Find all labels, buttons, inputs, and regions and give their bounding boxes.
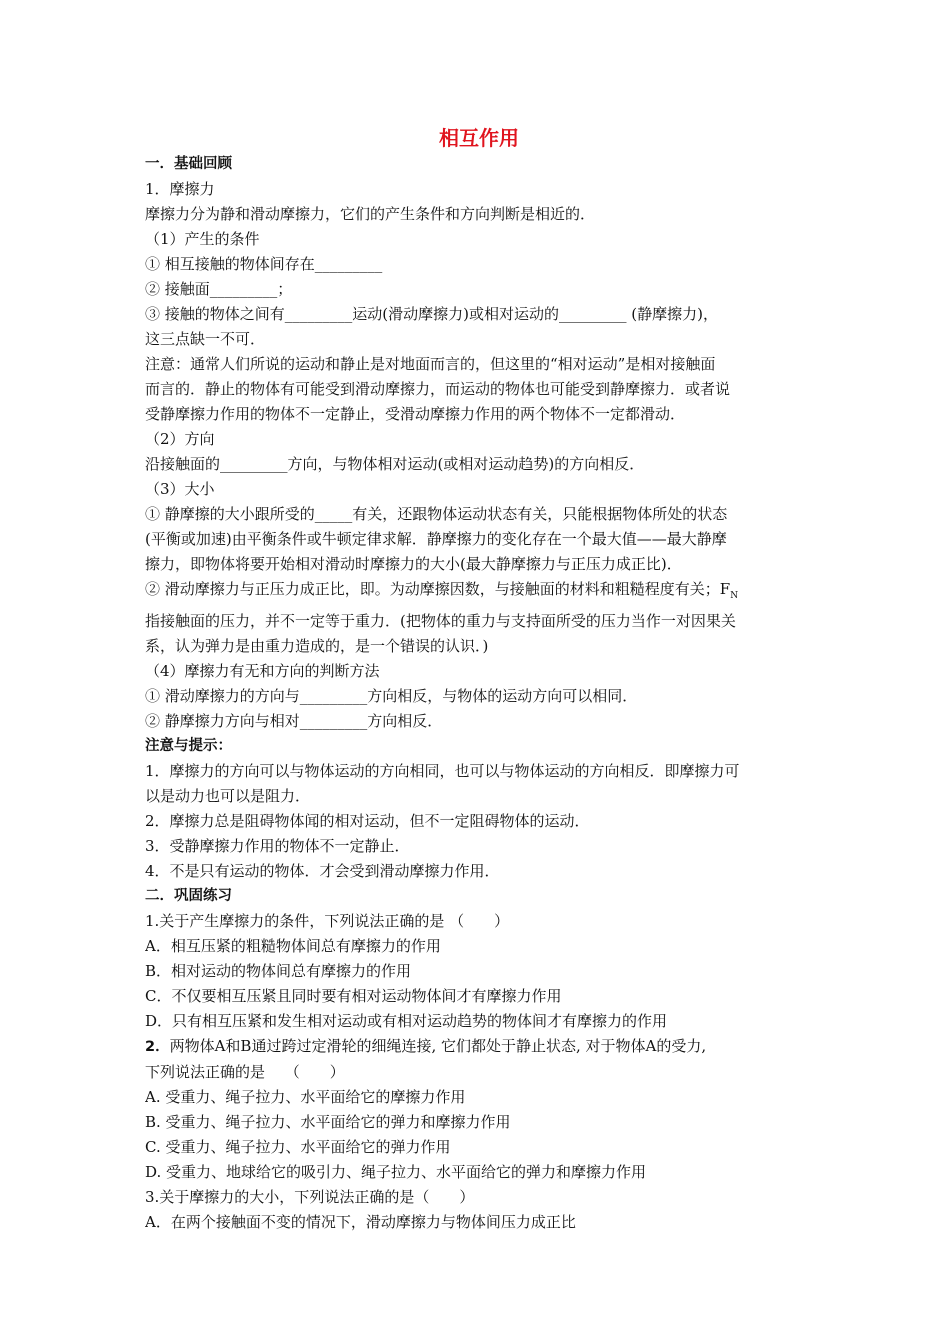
question-2-option-c: C. 受重力、绳子拉力、水平面给它的弹力作用 [145, 1138, 451, 1156]
question-3-stem: 3.关于摩擦力的大小，下列说法正确的是（ ） [145, 1188, 475, 1206]
question-2-stem-line2: 下列说法正确的是 （ ） [145, 1063, 345, 1081]
text-line: （1）产生的条件 [145, 230, 260, 248]
text-line: 这三点缺一不可． [145, 330, 266, 348]
tip-line: 3．受静摩擦力作用的物体不一定静止． [145, 837, 410, 855]
question-1-option-b: B．相对运动的物体间总有摩擦力的作用 [145, 962, 412, 980]
page-title: 相互作用 [439, 126, 519, 150]
text-line: ③ 接触的物体之间有_________运动(滑动摩擦力)或相对运动的_________ (静摩擦力)， [145, 305, 718, 323]
question-2-option-d: D. 受重力、地球给它的吸引力、绳子拉力、水平面给它的弹力和摩擦力作用 [145, 1163, 647, 1181]
text-line: ① 静摩擦的大小跟所受的_____有关，还跟物体运动状态有关，只能根据物体所处的状态 [145, 505, 728, 523]
subscript-n: N [730, 591, 739, 601]
text-line: （3）大小 [145, 480, 215, 498]
text-line-with-subscript [145, 577, 813, 609]
question-1-stem: 1.关于产生摩擦力的条件，下列说法正确的是 （ ） [145, 912, 510, 930]
text-line: ② 接触面_________； [145, 280, 293, 298]
text-line: （4）摩擦力有无和方向的判断方法 [145, 662, 380, 680]
question-1-option-d: D．只有相互压紧和发生相对运动或有相对运动趋势的物体间才有摩擦力的作用 [145, 1012, 668, 1030]
text-line: ① 相互接触的物体间存在_________ [145, 255, 383, 273]
question-2-stem-text: 两物体A和B通过跨过定滑轮的细绳连接, 它们都处于静止状态, 对于物体A的受力, [169, 1037, 707, 1055]
text-line: 摩擦力分为静和滑动摩擦力，它们的产生条件和方向判断是相近的． [145, 205, 596, 223]
document-content [145, 124, 813, 1235]
question-2-option-b: B. 受重力、绳子拉力、水平面给它的弹力和摩擦力作用 [145, 1113, 511, 1131]
question-3-option-a: A．在两个接触面不变的情况下，滑动摩擦力与物体间压力成正比 [145, 1213, 576, 1231]
text-line: 而言的．静止的物体有可能受到滑动摩擦力，而运动的物体也可能受到静摩擦力．或者说 [145, 380, 731, 398]
tips-heading: 注意与提示： [145, 738, 232, 754]
text-line: 指接触面的压力，并不一定等于重力．(把物体的重力与支持面所受的压力当作一对因果关 [145, 612, 736, 630]
text-line: （2）方向 [145, 430, 215, 448]
text-line: 擦力，即物体将要开始相对滑动时摩擦力的大小(最大静摩擦力与正压力成正比)． [145, 555, 682, 573]
text-line: ① 滑动摩擦力的方向与_________方向相反，与物体的运动方向可以相同． [145, 687, 638, 705]
text-line: 注意：通常人们所说的运动和静止是对地面而言的，但这里的“相对运动”是相对接触面 [145, 355, 716, 373]
tip-line: 以是动力也可以是阻力． [145, 787, 311, 805]
text-line: 系，认为弹力是由重力造成的，是一个错误的认识．) [145, 637, 489, 655]
tip-line: 2．摩擦力总是阻碍物体闻的相对运动，但不一定阻碍物体的运动． [145, 812, 590, 830]
question-2-stem-line1 [145, 1034, 813, 1060]
section-heading-practice: 二．巩固练习 [145, 888, 232, 904]
text-line: 受静摩擦力作用的物体不一定静止，受滑动摩擦力作用的两个物体不一定都滑动． [145, 405, 686, 423]
text-segment: ② 滑动摩擦力与正压力成正比，即。为动摩擦因数，与接触面的材料和粗糙程度有关；F [145, 580, 731, 598]
text-line: ② 静摩擦力方向与相对_________方向相反． [145, 712, 443, 730]
question-1-option-a: A．相互压紧的粗糙物体间总有摩擦力的作用 [145, 937, 441, 955]
text-line: 1．摩擦力 [145, 180, 215, 198]
question-1-option-c: C．不仅要相互压紧且同时要有相对运动物体间才有摩擦力作用 [145, 987, 562, 1005]
tip-line: 1．摩擦力的方向可以与物体运动的方向相同，也可以与物体运动的方向相反．即摩擦力可 [145, 762, 740, 780]
question-2-number: 2． [145, 1039, 170, 1055]
question-2-option-a: A. 受重力、绳子拉力、水平面给它的摩擦力作用 [145, 1088, 466, 1106]
section-heading-basic-review: 一．基础回顾 [145, 156, 232, 172]
text-line: 沿接触面的_________方向，与物体相对运动(或相对运动趋势)的方向相反． [145, 455, 645, 473]
tip-line: 4．不是只有运动的物体．才会受到滑动摩擦力作用． [145, 862, 500, 880]
text-line: (平衡或加速)由平衡条件或牛顿定律求解．静摩擦力的变化存在一个最大值——最大静摩 [145, 530, 727, 548]
